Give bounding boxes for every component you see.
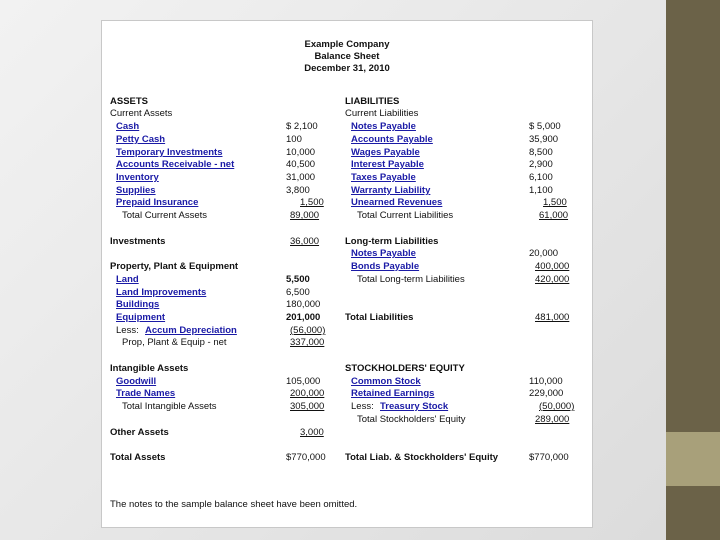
asset-link-land-improvements[interactable]: Land Improvements — [116, 287, 207, 298]
equity-link-common-stock[interactable]: Common Stock — [351, 376, 421, 387]
equity-value: 229,000 — [529, 388, 564, 399]
other-assets-label: Other Assets — [110, 427, 169, 438]
liability-link-interest-payable[interactable]: Interest Payable — [351, 159, 424, 170]
asset-value: 200,000 — [290, 388, 325, 399]
accum-depreciation-value: (56,000) — [290, 325, 326, 336]
total-current-liabilities-label: Total Current Liabilities — [357, 210, 454, 221]
equity-heading: STOCKHOLDERS' EQUITY — [345, 363, 465, 374]
liability-link-bonds-payable[interactable]: Bonds Payable — [351, 261, 420, 272]
asset-link-prepaid-insurance[interactable]: Prepaid Insurance — [116, 197, 199, 208]
liability-value: 400,000 — [535, 261, 570, 272]
investments-value: 36,000 — [290, 236, 320, 247]
equity-link-retained-earnings[interactable]: Retained Earnings — [351, 388, 435, 399]
ppe-net-label: Prop, Plant & Equip - net — [122, 337, 227, 348]
decor-bar-top — [666, 0, 720, 432]
asset-link-trade-names[interactable]: Trade Names — [116, 388, 176, 399]
asset-link-land[interactable]: Land — [116, 274, 139, 285]
liability-value: 1,100 — [529, 185, 553, 196]
assets-heading: ASSETS — [110, 96, 149, 107]
asset-link-accum-depreciation[interactable]: Accum Depreciation — [145, 325, 237, 336]
equity-value: 110,000 — [529, 376, 563, 387]
asset-link-supplies[interactable]: Supplies — [116, 185, 156, 196]
equity-less-prefix: Less: — [351, 401, 374, 412]
asset-value: 40,500 — [286, 159, 316, 170]
investments-label: Investments — [110, 236, 166, 247]
other-assets-value: 3,000 — [300, 427, 324, 438]
liability-value: 35,900 — [529, 134, 559, 145]
liability-link-wages-payable[interactable]: Wages Payable — [351, 147, 420, 158]
liability-link-taxes-payable[interactable]: Taxes Payable — [351, 172, 416, 183]
asset-value: 5,500 — [286, 274, 310, 285]
company-name: Example Company — [304, 39, 390, 50]
sheet-date: December 31, 2010 — [304, 63, 390, 74]
current-assets-heading: Current Assets — [110, 108, 173, 119]
footnote: The notes to the sample balance sheet have been omitted. — [110, 499, 358, 510]
longterm-liabilities-heading: Long-term Liabilities — [345, 236, 439, 247]
total-current-liabilities-value: 61,000 — [539, 210, 569, 221]
total-current-assets-value: 89,000 — [290, 210, 320, 221]
total-intangible-label: Total Intangible Assets — [122, 401, 217, 412]
intangible-heading: Intangible Assets — [110, 363, 189, 374]
asset-link-equipment[interactable]: Equipment — [116, 312, 166, 323]
liability-value: 2,900 — [529, 159, 553, 170]
asset-link-cash[interactable]: Cash — [116, 121, 140, 132]
asset-value: 1,500 — [300, 197, 324, 208]
asset-value: 105,000 — [286, 376, 321, 387]
asset-link-petty-cash[interactable]: Petty Cash — [116, 134, 166, 145]
asset-link-inventory[interactable]: Inventory — [116, 172, 159, 183]
asset-value: 201,000 — [286, 312, 321, 323]
grand-total-value: $770,000 — [529, 452, 569, 463]
asset-link-accounts-receivable[interactable]: Accounts Receivable - net — [116, 159, 235, 170]
equity-link-treasury-stock[interactable]: Treasury Stock — [380, 401, 449, 412]
total-equity-value: 289,000 — [535, 414, 570, 425]
total-liabilities-value: 481,000 — [535, 312, 570, 323]
less-prefix: Less: — [116, 325, 139, 336]
ppe-heading: Property, Plant & Equipment — [110, 261, 239, 272]
asset-value: 10,000 — [286, 147, 316, 158]
asset-link-goodwill[interactable]: Goodwill — [116, 376, 157, 387]
total-intangible-value: 305,000 — [290, 401, 325, 412]
liability-value: 1,500 — [543, 197, 567, 208]
balance-sheet — [101, 20, 593, 528]
liability-value: $ 5,000 — [529, 121, 561, 132]
sheet-title: Balance Sheet — [314, 51, 380, 62]
decor-bar-middle — [666, 432, 720, 486]
treasury-stock-value: (50,000) — [539, 401, 575, 412]
liability-value: 8,500 — [529, 147, 553, 158]
ppe-net-value: 337,000 — [290, 337, 325, 348]
liability-value: 6,100 — [529, 172, 553, 183]
liability-link-lt-notes-payable[interactable]: Notes Payable — [351, 248, 416, 259]
asset-link-buildings[interactable]: Buildings — [116, 299, 160, 310]
asset-value: 6,500 — [286, 287, 310, 298]
liability-link-notes-payable[interactable]: Notes Payable — [351, 121, 416, 132]
total-liabilities-label: Total Liabilities — [345, 312, 414, 323]
total-current-assets-label: Total Current Assets — [122, 210, 208, 221]
asset-value: $ 2,100 — [286, 121, 318, 132]
current-liabilities-heading: Current Liabilities — [345, 108, 419, 119]
liability-link-accounts-payable[interactable]: Accounts Payable — [351, 134, 433, 145]
liability-value: 20,000 — [529, 248, 559, 259]
asset-value: 180,000 — [286, 299, 321, 310]
asset-value: 3,800 — [286, 185, 310, 196]
total-longterm-label: Total Long-term Liabilities — [357, 274, 465, 285]
liabilities-heading: LIABILITIES — [345, 96, 400, 107]
grand-total-label: Total Liab. & Stockholders' Equity — [345, 452, 499, 463]
liability-link-unearned-revenues[interactable]: Unearned Revenues — [351, 197, 443, 208]
total-longterm-value: 420,000 — [535, 274, 570, 285]
asset-link-temporary-investments[interactable]: Temporary Investments — [116, 147, 223, 158]
asset-value: 31,000 — [286, 172, 316, 183]
total-assets-value: $770,000 — [286, 452, 326, 463]
decor-bar-bottom — [666, 486, 720, 540]
asset-value: 100 — [286, 134, 302, 145]
total-assets-label: Total Assets — [110, 452, 166, 463]
liability-link-warranty-liability[interactable]: Warranty Liability — [351, 185, 431, 196]
total-equity-label: Total Stockholders' Equity — [357, 414, 466, 425]
